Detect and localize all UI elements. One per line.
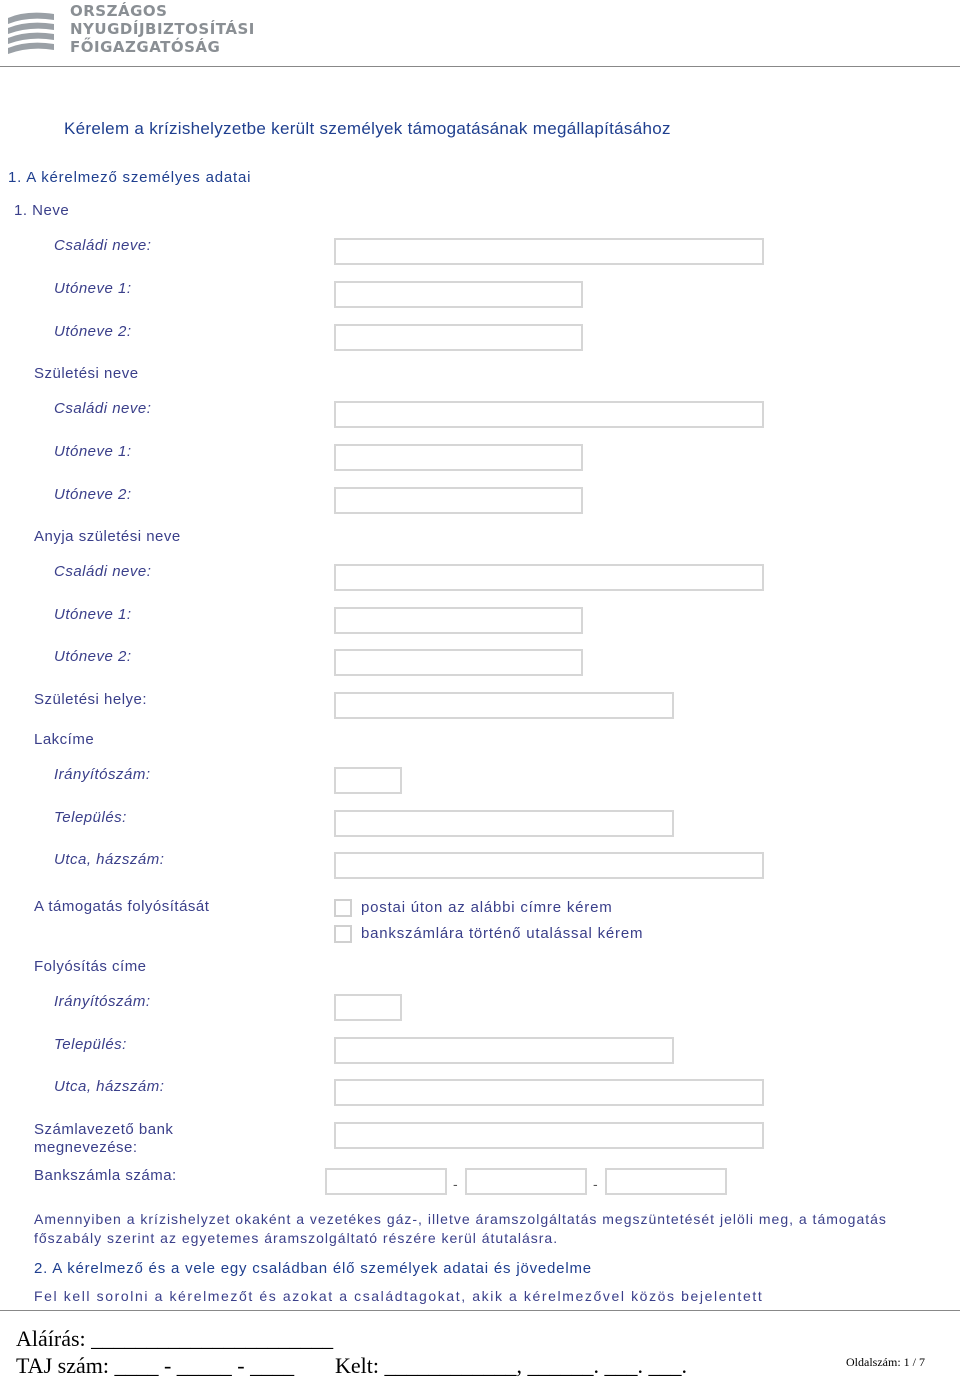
mother-name-heading: Anyja születési neve (34, 528, 181, 545)
page-number: Oldalszám: 1 / 7 (846, 1355, 925, 1369)
birth-name-heading: Születési neve (34, 365, 139, 382)
payment-zip-label: Irányítószám: (54, 993, 151, 1010)
payment-post-label: postai úton az alábbi címre kérem (361, 899, 613, 916)
date-line: Kelt: ____________, ______. ___. ___. (335, 1353, 687, 1378)
bank-account-part-3-field[interactable] (605, 1168, 727, 1195)
address-heading: Lakcíme (34, 731, 95, 748)
section-2-text: Fel kell sorolni a kérelmezőt és azokat a családtagokat, akik a kérelmezővel közös bejelentett (34, 1288, 764, 1304)
bank-name-field[interactable] (334, 1122, 764, 1149)
crisis-note: Amennyiben a krízishelyzet okaként a vezetékes gáz-, illetve áramszolgáltatás megszüntetését jelöli meg, a támogatás főszabály szerint az egyetemes áramszolgáltató részére kerül átutalásra. (34, 1211, 887, 1246)
birth-family-name-label: Családi neve: (54, 400, 152, 417)
payment-post-checkbox[interactable] (334, 899, 352, 917)
payment-bank-label: bankszámlára történő utalással kérem (361, 925, 644, 942)
given-name-2-label: Utóneve 2: (54, 323, 132, 340)
birth-given-name-2-field[interactable] (334, 487, 583, 514)
address-city-field[interactable] (334, 810, 674, 837)
org-name-line-3: FŐIGAZGATÓSÁG (70, 38, 221, 56)
mother-given-name-1-field[interactable] (334, 607, 583, 634)
payment-zip-field[interactable] (334, 994, 402, 1021)
organization-logo (6, 6, 56, 56)
org-name-line-1: ORSZÁGOS (70, 2, 168, 20)
bank-account-part-2-field[interactable] (465, 1168, 587, 1195)
section-2-heading: 2. A kérelmező és a vele egy családban élő személyek adatai és jövedelme (34, 1260, 592, 1277)
bank-account-separator-2: - (593, 1176, 598, 1192)
bank-account-label: Bankszámla száma: (34, 1167, 177, 1184)
payment-city-field[interactable] (334, 1037, 674, 1064)
birth-given-name-1-field[interactable] (334, 444, 583, 471)
mother-given-name-2-field[interactable] (334, 649, 583, 676)
given-name-2-field[interactable] (334, 324, 583, 351)
family-name-label: Családi neve: (54, 237, 152, 254)
payment-method-label: A támogatás folyósítását (34, 898, 210, 915)
payment-city-label: Település: (54, 1036, 127, 1053)
birthplace-field[interactable] (334, 692, 674, 719)
given-name-1-field[interactable] (334, 281, 583, 308)
address-street-label: Utca, házszám: (54, 851, 165, 868)
family-name-field[interactable] (334, 238, 764, 265)
bank-account-separator-1: - (453, 1176, 458, 1192)
mother-family-name-label: Családi neve: (54, 563, 152, 580)
org-name-line-2: NYUGDÍJBIZTOSÍTÁSI (70, 20, 255, 38)
taj-number-line: TAJ szám: ____ - _____ - ____ (16, 1353, 295, 1378)
birthplace-label: Születési helye: (34, 691, 148, 708)
address-zip-field[interactable] (334, 767, 402, 794)
address-city-label: Település: (54, 809, 127, 826)
address-zip-label: Irányítószám: (54, 766, 151, 783)
section-1-heading: 1. A kérelmező személyes adatai (8, 169, 252, 186)
header-divider (0, 66, 960, 67)
payment-bank-checkbox[interactable] (334, 925, 352, 943)
signature-line: Aláírás: ______________________ (16, 1326, 334, 1351)
name-heading: 1. Neve (14, 202, 70, 219)
birth-family-name-field[interactable] (334, 401, 764, 428)
given-name-1-label: Utóneve 1: (54, 280, 132, 297)
birth-given-name-1-label: Utóneve 1: (54, 443, 132, 460)
form-title: Kérelem a krízishelyzetbe került személyek támogatásának megállapításához (64, 119, 671, 138)
payment-address-heading: Folyósítás címe (34, 958, 147, 975)
mother-family-name-field[interactable] (334, 564, 764, 591)
birth-given-name-2-label: Utóneve 2: (54, 486, 132, 503)
bank-account-part-1-field[interactable] (325, 1168, 447, 1195)
bank-name-label-line-2: megnevezése: (34, 1139, 138, 1156)
payment-street-field[interactable] (334, 1079, 764, 1106)
bank-name-label-line-1: Számlavezető bank (34, 1121, 174, 1138)
mother-given-name-2-label: Utóneve 2: (54, 648, 132, 665)
mother-given-name-1-label: Utóneve 1: (54, 606, 132, 623)
footer-divider (0, 1310, 960, 1311)
address-street-field[interactable] (334, 852, 764, 879)
payment-street-label: Utca, házszám: (54, 1078, 165, 1095)
